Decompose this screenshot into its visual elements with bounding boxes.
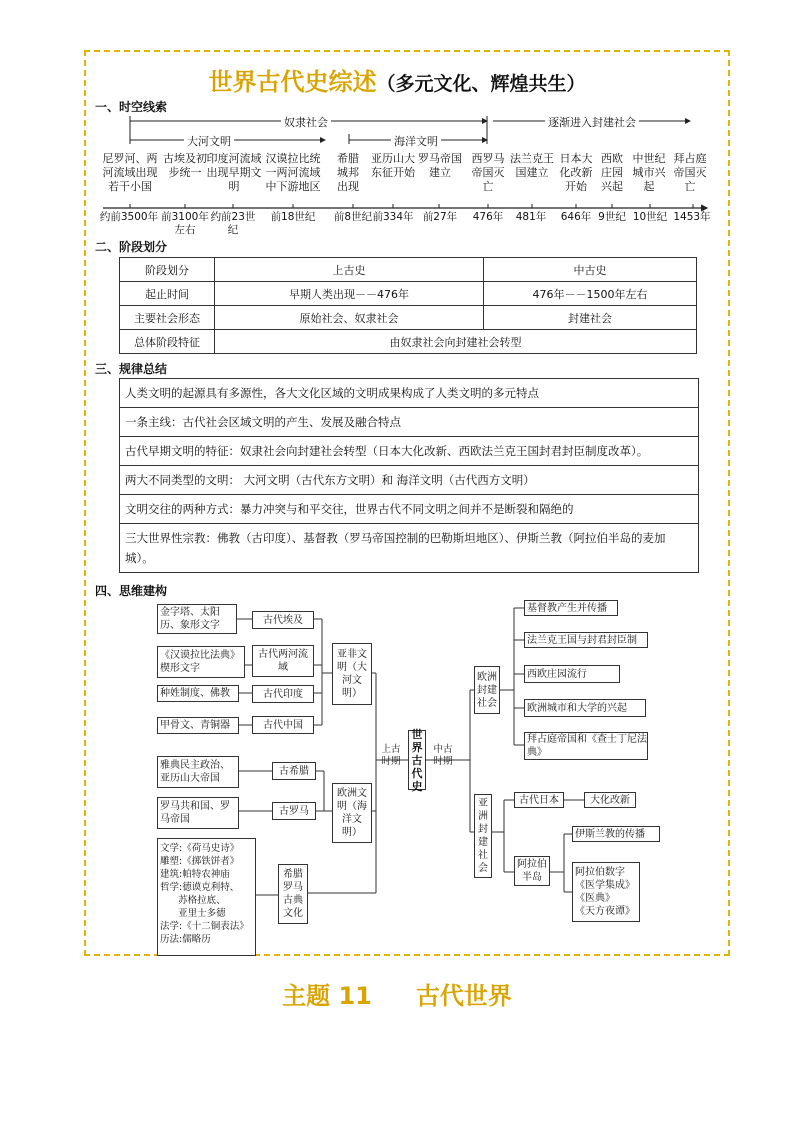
table-row: 阶段划分 上古史 中古史: [120, 258, 697, 282]
islam-spread-node: 伊斯兰教的传播: [572, 826, 660, 842]
timeline-date: 前334年: [372, 211, 414, 223]
ancient-egypt-node: 古代埃及: [252, 611, 314, 629]
ancient-china-node: 古代中国: [252, 716, 314, 734]
greece-achievements: 雅典民主政治、亚历山大帝国: [157, 756, 239, 788]
upper-period-label: 上古时期: [381, 744, 401, 767]
timeline-event: 法兰克王国建立: [510, 152, 554, 179]
section-heading-stages: 二、阶段划分: [95, 240, 168, 254]
timeline-date: 646年: [560, 211, 592, 223]
timeline-event: 古埃及初步统一: [163, 152, 207, 179]
euro-item: 西欧庄园流行: [524, 665, 620, 683]
euro-item: 基督教产生并传播: [524, 600, 618, 616]
india-achievements: 种姓制度、佛教: [157, 685, 239, 702]
table-row: 文明交往的两种方式：暴力冲突与和平交往，世界古代不同文明之间并不是断裂和隔绝的: [120, 495, 699, 524]
timeline-date: 前18世纪: [270, 211, 316, 223]
table-row: 起止时间 早期人类出现－－476年 476年－－1500年左右: [120, 282, 697, 306]
euro-item: 欧洲城市和大学的兴起: [524, 699, 646, 717]
mesopotamia-achievements: 《汉谟拉比法典》楔形文字: [157, 646, 245, 678]
topic-name: 古代世界: [415, 982, 512, 1010]
asia-africa-civilization-node: 亚非文明（大河文明）: [332, 643, 372, 705]
era-river-civilization: 大河文明: [184, 133, 234, 149]
section-heading-summary: 三、规律总结: [95, 362, 168, 376]
europe-feudal-node: 欧洲封建社会: [474, 666, 500, 714]
timeline-event: 汉谟拉比统一两河流域中下游地区: [265, 152, 321, 193]
greek-roman-culture-node: 希腊罗马古典文化: [278, 864, 308, 924]
era-slave-society: 奴隶社会: [281, 114, 331, 130]
ancient-mesopotamia-node: 古代两河流域: [252, 645, 314, 677]
topic-number: 主题 11: [282, 982, 372, 1010]
euro-item: 拜占庭帝国和《查士丁尼法典》: [524, 732, 648, 760]
timeline-event: 日本大化改新开始: [559, 152, 593, 193]
china-achievements: 甲骨文、青铜器: [157, 717, 239, 734]
table-row: 一条主线：古代社会区域文明的产生、发展及融合特点: [120, 408, 699, 437]
timeline-date: 前8世纪: [333, 211, 373, 223]
rome-achievements: 罗马共和国、罗马帝国: [157, 797, 239, 829]
timeline-event: 罗马帝国建立: [418, 152, 462, 179]
ancient-rome-node: 古罗马: [272, 802, 316, 820]
topic-heading: [0, 976, 794, 1011]
table-row: 主要社会形态 原始社会、奴隶社会 封建社会: [120, 306, 697, 330]
egypt-achievements: 金字塔、太阳历、象形文字: [157, 604, 237, 634]
timeline-date: 1453年: [673, 211, 711, 223]
world-ancient-history-node: 世界古代史: [408, 730, 426, 790]
timeline-event: 拜占庭帝国灭亡: [673, 152, 707, 193]
timeline-date: 前3100年左右: [161, 211, 209, 236]
table-row: 总体阶段特征 由奴隶社会向封建社会转型: [120, 330, 697, 354]
section-heading-mindmap: 四、思维建构: [95, 584, 168, 598]
title-main: 世界古代史综述: [208, 68, 377, 96]
timeline-event: 尼罗河、两河流域出现若干小国: [102, 152, 158, 193]
asia-feudal-node: 亚洲封建社会: [474, 794, 492, 878]
arab-achievements: 阿拉伯数字 《医学集成》 《医典》 《天方夜谭》: [572, 862, 640, 922]
timeline-event: 中世纪城市兴起: [632, 152, 666, 193]
section-heading-timeline: 一、时空线索: [95, 100, 168, 114]
timeline-date: 10世纪: [632, 211, 668, 223]
era-ocean-civilization: 海洋文明: [391, 133, 441, 149]
timeline-date: 前27年: [422, 211, 458, 223]
timeline-event: 希腊城邦出现: [337, 152, 359, 193]
ancient-greece-node: 古希腊: [272, 762, 316, 780]
timeline-date: 476年: [472, 211, 504, 223]
timeline-event: 亚历山大东征开始: [371, 152, 415, 179]
classical-culture-achievements: 文学:《荷马史诗》 雕塑:《掷铁饼者》 建筑:帕特农神庙 哲学:德谟克利特、 苏格拉底、 亚里士多德 法学:《十二铜表法》 历法:儒略历: [157, 838, 256, 956]
timeline-event: 印度河流域出现早期文明: [206, 152, 262, 193]
title-sub: （多元文化、辉煌共生）: [376, 73, 586, 95]
table-row: 人类文明的起源具有多源性，各大文化区域的文明成果构成了人类文明的多元特点: [120, 379, 699, 408]
taika-reform-node: 大化改新: [584, 792, 636, 808]
timeline-event: 西欧庄园兴起: [601, 152, 623, 193]
table-row: 古代早期文明的特征：奴隶社会向封建社会转型（日本大化改新、西欧法兰克王国封君封臣制度改革）。: [120, 437, 699, 466]
arabian-peninsula-node: 阿拉伯半岛: [514, 856, 550, 886]
timeline-date: 481年: [515, 211, 547, 223]
middle-period-label: 中古时期: [433, 744, 453, 767]
timeline-date: 约前3500年: [99, 211, 159, 223]
table-row: 两大不同类型的文明： 大河文明（古代东方文明）和 海洋文明（古代西方文明）: [120, 466, 699, 495]
ancient-india-node: 古代印度: [252, 685, 314, 703]
table-row: 三大世界性宗教：佛教（古印度）、基督教（罗马帝国控制的巴勒斯坦地区）、伊斯兰教（阿拉伯半岛的麦加城）。: [120, 524, 699, 573]
timeline-date: 约前23世纪: [210, 211, 256, 236]
timeline-date: 9世纪: [598, 211, 626, 223]
europe-civilization-node: 欧洲文明（海洋文明）: [332, 783, 372, 843]
timeline-event: 西罗马帝国灭亡: [471, 152, 505, 193]
ancient-japan-node: 古代日本: [514, 792, 564, 808]
euro-item: 法兰克王国与封君封臣制: [524, 632, 648, 648]
era-feudal-society: 逐渐进入封建社会: [545, 114, 639, 130]
